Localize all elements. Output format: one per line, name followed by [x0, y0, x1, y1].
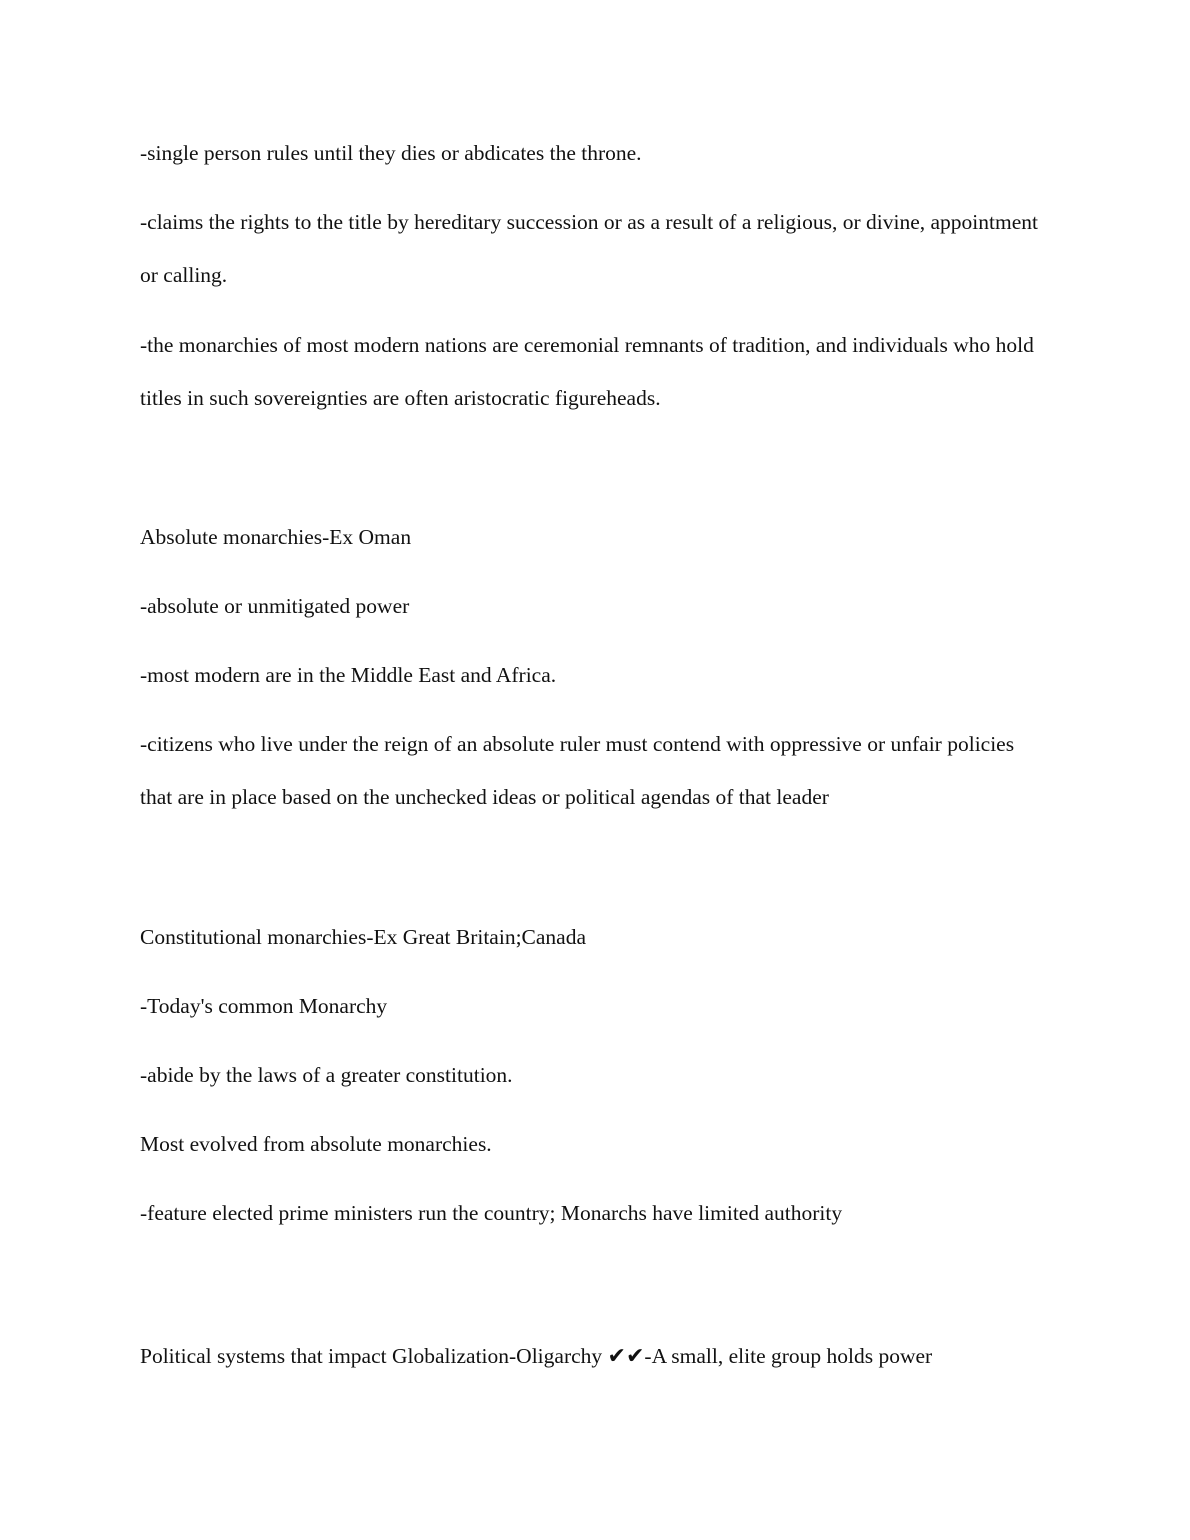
oligarchy-text-after: -A small, elite group holds power	[644, 1344, 933, 1368]
text-line-most-evolved: Most evolved from absolute monarchies.	[140, 1132, 492, 1156]
heading-absolute-monarchies: Absolute monarchies-Ex Oman	[140, 525, 412, 549]
text-line-oligarchy	[140, 1330, 1040, 1383]
text-line-abide-by-laws: -abide by the laws of a greater constitution.	[140, 1063, 513, 1087]
text-line-single-person-rules: -single person rules until they dies or abdicates the throne.	[140, 141, 642, 165]
oligarchy-text-before: Political systems that impact Globalization-Oligarchy	[140, 1344, 608, 1368]
text-line-todays-common-monarchy: -Today's common Monarchy	[140, 994, 388, 1018]
text-line-prime-ministers: -feature elected prime ministers run the country; Monarchs have limited authority	[140, 1201, 843, 1225]
heading-constitutional-monarchies: Constitutional monarchies-Ex Great Britain;Canada	[140, 925, 587, 949]
text-line-citizens-absolute-ruler: -citizens who live under the reign of an absolute ruler must contend with oppressive or unfair policies that are in place based on the unchecked ideas or political agendas of that leader	[140, 732, 1015, 809]
text-line-claims-rights: -claims the rights to the title by hereditary succession or as a result of a religious, or divine, appointment or calling.	[140, 210, 1038, 287]
text-line-middle-east-africa: -most modern are in the Middle East and Africa.	[140, 663, 557, 687]
text-line-modern-monarchies: -the monarchies of most modern nations are ceremonial remnants of tradition, and individuals who hold titles in such sovereignties are often aristocratic figureheads.	[140, 333, 1034, 410]
text-line-absolute-power: -absolute or unmitigated power	[140, 594, 410, 618]
double-check-icon: ✔✔	[607, 1344, 645, 1369]
